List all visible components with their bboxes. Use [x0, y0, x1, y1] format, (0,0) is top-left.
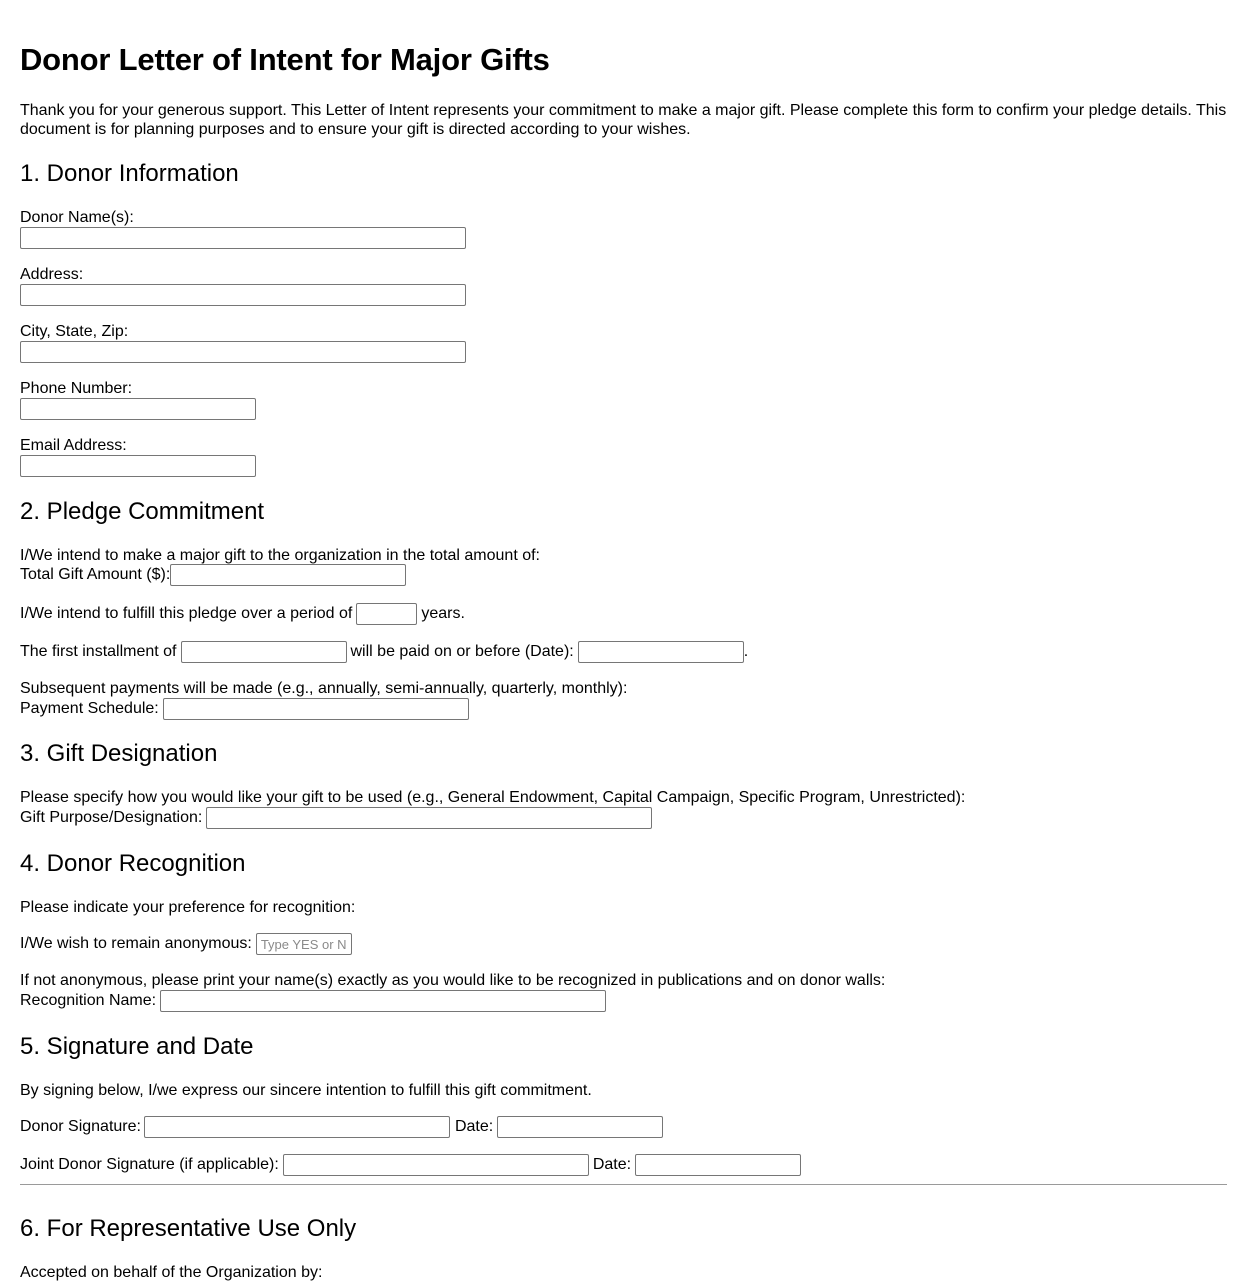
- section-pledge-commitment-heading: 2. Pledge Commitment: [20, 498, 265, 525]
- total-gift-label: Total Gift Amount ($):: [20, 566, 171, 583]
- section-representative-heading: 6. For Representative Use Only: [20, 1215, 357, 1242]
- subsequent-payments-text: Subsequent payments will be made (e.g., annually, semi-annually, quarterly, monthly):: [20, 680, 628, 697]
- pledge-period-prefix: I/We intend to fulfill this pledge over a period of: [20, 605, 353, 622]
- payment-schedule-row: [20, 698, 469, 720]
- recognition-name-input[interactable]: [160, 990, 606, 1012]
- anonymous-label: I/We wish to remain anonymous:: [20, 935, 252, 952]
- first-installment-amount-input[interactable]: [181, 641, 347, 663]
- first-installment-suffix: .: [743, 643, 749, 660]
- recognition-preference-text: Please indicate your preference for recognition:: [20, 899, 356, 916]
- donor-signature-label: Donor Signature:: [20, 1118, 141, 1135]
- pledge-period-row: [20, 603, 465, 625]
- section-divider: [20, 1184, 1227, 1185]
- not-anonymous-text: If not anonymous, please print your name(s) exactly as you would like to be recognized in publications and on donor walls:: [20, 972, 886, 989]
- gift-purpose-row: [20, 807, 652, 829]
- first-installment-row: [20, 641, 748, 663]
- donor-name-input[interactable]: [20, 227, 466, 249]
- payment-schedule-input[interactable]: [163, 698, 469, 720]
- accepted-on-behalf-text: Accepted on behalf of the Organization by:: [20, 1264, 323, 1281]
- donor-date-label: Date:: [454, 1118, 494, 1135]
- donor-signature-row: [20, 1116, 663, 1138]
- gift-designation-text: Please specify how you would like your gift to be used (e.g., General Endowment, Capital Campaign, Specific Program, Unrestricted):: [20, 789, 966, 806]
- donor-name-label: Donor Name(s):: [20, 209, 134, 226]
- gift-purpose-label: Gift Purpose/Designation:: [20, 809, 203, 826]
- intro-text: Thank you for your generous support. This Letter of Intent represents your commitment to make a major gift. Please complete this form to confirm your pledge details. This document is for planning purposes and to ensure your gift is directed according to your wishes.: [20, 102, 1227, 138]
- phone-input[interactable]: [20, 398, 256, 420]
- first-installment-prefix: The first installment of: [20, 643, 177, 660]
- anonymous-input[interactable]: [256, 933, 352, 955]
- joint-signature-label: Joint Donor Signature (if applicable):: [20, 1156, 279, 1173]
- recognition-name-row: [20, 990, 606, 1012]
- total-gift-row: [20, 564, 406, 586]
- pledge-period-suffix: years.: [421, 605, 465, 622]
- recognition-name-label: Recognition Name:: [20, 992, 157, 1009]
- page-title: Donor Letter of Intent for Major Gifts: [20, 42, 550, 77]
- email-input[interactable]: [20, 455, 256, 477]
- donor-signature-input[interactable]: [144, 1116, 450, 1138]
- donor-date-input[interactable]: [497, 1116, 663, 1138]
- email-label: Email Address:: [20, 437, 127, 454]
- address-input[interactable]: [20, 284, 466, 306]
- joint-signature-input[interactable]: [283, 1154, 589, 1176]
- first-installment-middle: will be paid on or before (Date):: [350, 643, 574, 660]
- section-donor-information-heading: 1. Donor Information: [20, 160, 239, 187]
- city-state-zip-input[interactable]: [20, 341, 466, 363]
- joint-date-input[interactable]: [635, 1154, 801, 1176]
- section-signature-date-heading: 5. Signature and Date: [20, 1033, 254, 1060]
- payment-schedule-label: Payment Schedule:: [20, 700, 159, 717]
- section-gift-designation-heading: 3. Gift Designation: [20, 740, 218, 767]
- city-state-zip-label: City, State, Zip:: [20, 323, 129, 340]
- signature-statement: By signing below, I/we express our sincere intention to fulfill this gift commitment.: [20, 1082, 592, 1099]
- anonymous-row: [20, 933, 352, 955]
- section-donor-recognition-heading: 4. Donor Recognition: [20, 850, 246, 877]
- pledge-years-input[interactable]: [356, 603, 417, 625]
- pledge-intent-text: I/We intend to make a major gift to the organization in the total amount of:: [20, 547, 540, 564]
- phone-label: Phone Number:: [20, 380, 133, 397]
- gift-purpose-input[interactable]: [206, 807, 652, 829]
- joint-signature-row: [20, 1154, 801, 1176]
- total-gift-amount-input[interactable]: [170, 564, 406, 586]
- first-installment-date-input[interactable]: [578, 641, 744, 663]
- address-label: Address:: [20, 266, 84, 283]
- joint-date-label: Date:: [592, 1156, 632, 1173]
